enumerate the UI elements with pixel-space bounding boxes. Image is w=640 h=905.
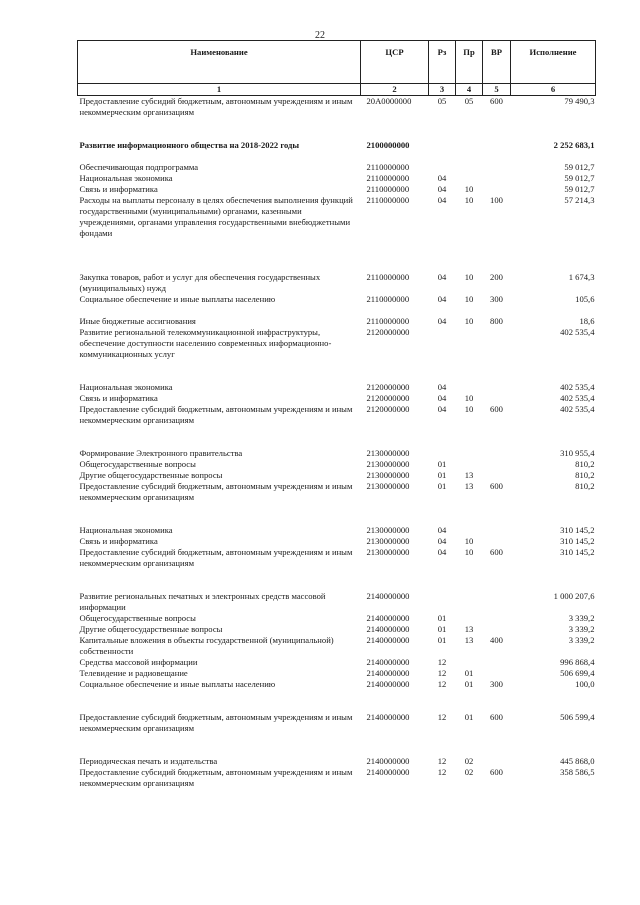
row-pr: [456, 613, 483, 624]
row-vr: 800: [490, 316, 503, 326]
row-pr: 10: [464, 272, 474, 282]
row-name: Развитие информационного общества на 2018-2022 годы: [79, 140, 300, 150]
column-number: 2: [361, 84, 429, 96]
table-row: [78, 195, 596, 239]
spacer-row: [78, 151, 596, 162]
row-csr: 2140000000: [366, 767, 410, 777]
column-number: 5: [483, 84, 511, 96]
table-row: [78, 624, 596, 635]
row-name: Предоставление субсидий бюджетным, автономным учреждениям и иным некоммерческим организациям: [79, 481, 353, 502]
row-csr: 2140000000: [366, 756, 410, 766]
table-row: [78, 316, 596, 327]
row-vr: [483, 184, 511, 195]
row-csr: 2140000000: [366, 624, 410, 634]
table-row: [78, 327, 596, 360]
row-pr: [456, 525, 483, 536]
row-csr: 2110000000: [366, 272, 410, 282]
row-name: Иные бюджетные ассигнования: [79, 316, 196, 326]
table-row: [78, 140, 596, 151]
page-number: 22: [315, 30, 325, 41]
row-csr: 2120000000: [366, 404, 410, 414]
table-row: [78, 481, 596, 503]
table-row: [78, 184, 596, 195]
row-rz: 04: [437, 195, 447, 205]
row-rz: 04: [437, 536, 447, 546]
row-csr: 2120000000: [366, 393, 410, 403]
row-csr: 2140000000: [366, 613, 410, 623]
spacer-row: [78, 118, 596, 140]
row-amount: 358 586,5: [560, 767, 595, 777]
row-vr: 600: [490, 96, 503, 106]
row-name: Обеспечивающая подпрограмма: [79, 162, 199, 172]
spacer-row: [78, 690, 596, 712]
row-rz: 01: [437, 613, 447, 623]
row-csr: 2120000000: [366, 382, 410, 392]
row-rz: 04: [437, 294, 447, 304]
row-csr: 2110000000: [366, 195, 410, 205]
row-pr: 10: [464, 393, 474, 403]
row-name: Социальное обеспечение и иные выплаты населению: [79, 294, 276, 304]
row-csr: 2140000000: [366, 712, 410, 722]
row-amount: 445 868,0: [560, 756, 595, 766]
row-vr: 600: [490, 481, 503, 491]
header-pr: Пр: [456, 41, 483, 84]
row-name: Другие общегосударственные вопросы: [79, 624, 223, 634]
row-csr: 2110000000: [366, 294, 410, 304]
row-name: Социальное обеспечение и иные выплаты населению: [79, 679, 276, 689]
row-csr: 2140000000: [366, 679, 410, 689]
row-vr: [483, 459, 511, 470]
row-vr: [483, 393, 511, 404]
table-row: [78, 657, 596, 668]
row-vr: [483, 756, 511, 767]
row-csr: 2110000000: [366, 316, 410, 326]
column-number: 4: [456, 84, 483, 96]
header-vr: ВР: [483, 41, 511, 84]
row-pr: 05: [464, 96, 474, 106]
table-row: [78, 591, 596, 613]
row-vr: [483, 327, 511, 360]
row-name: Развитие региональных печатных и электронных средств массовой информации: [79, 591, 326, 612]
row-amount: 310 145,2: [560, 536, 595, 546]
row-vr: [483, 525, 511, 536]
row-pr: 13: [464, 635, 474, 645]
row-pr: 13: [464, 470, 474, 480]
row-amount: 57 214,3: [564, 195, 595, 205]
row-rz: [429, 591, 456, 613]
spacer-row: [78, 426, 596, 448]
row-amount: 105,6: [575, 294, 595, 304]
column-number-row: [78, 84, 596, 96]
row-name: Связь и информатика: [79, 536, 158, 546]
row-pr: 10: [464, 195, 474, 205]
row-amount: 2 252 683,1: [553, 140, 595, 150]
row-amount: 402 535,4: [560, 327, 595, 337]
column-number: 3: [429, 84, 456, 96]
budget-table: [77, 40, 596, 789]
table-row: [78, 272, 596, 294]
row-amount: 59 012,7: [564, 184, 595, 194]
row-pr: 10: [464, 404, 474, 414]
row-name: Предоставление субсидий бюджетным, автономным учреждениям и иным некоммерческим организациям: [79, 767, 353, 788]
table-row: [78, 668, 596, 679]
row-vr: [483, 624, 511, 635]
row-vr: [483, 162, 511, 173]
row-pr: 10: [464, 294, 474, 304]
row-name: Национальная экономика: [79, 173, 173, 183]
row-amount: 1 674,3: [568, 272, 595, 282]
row-pr: [456, 459, 483, 470]
row-name: Национальная экономика: [79, 382, 173, 392]
row-amount: 59 012,7: [564, 173, 595, 183]
row-amount: 310 145,2: [560, 547, 595, 557]
row-name: Периодическая печать и издательства: [79, 756, 218, 766]
header-name: Наименование: [78, 41, 361, 84]
row-rz: 12: [437, 767, 447, 777]
row-vr: [483, 173, 511, 184]
row-vr: [483, 448, 511, 459]
row-vr: 600: [490, 767, 503, 777]
table-row: [78, 162, 596, 173]
column-number: 1: [78, 84, 361, 96]
table-row: [78, 635, 596, 657]
row-name: Телевидение и радиовещание: [79, 668, 188, 678]
row-vr: 300: [490, 679, 503, 689]
row-name: Капитальные вложения в объекты государственной (муниципальной) собственности: [79, 635, 334, 656]
row-name: Закупка товаров, работ и услуг для обеспечения государственных (муниципальных) нужд: [79, 272, 321, 293]
row-csr: 2130000000: [366, 525, 410, 535]
row-vr: 300: [490, 294, 503, 304]
table-row: [78, 382, 596, 393]
row-name: Другие общегосударственные вопросы: [79, 470, 223, 480]
row-amount: 1 000 207,6: [553, 591, 595, 601]
row-pr: [456, 657, 483, 668]
column-number: 6: [511, 84, 596, 96]
row-vr: 600: [490, 547, 503, 557]
table-row: [78, 173, 596, 184]
row-vr: [483, 657, 511, 668]
row-name: Связь и информатика: [79, 184, 158, 194]
table-row: [78, 393, 596, 404]
spacer-row: [78, 503, 596, 525]
row-vr: 200: [490, 272, 503, 282]
row-amount: 810,2: [575, 470, 595, 480]
row-name: Предоставление субсидий бюджетным, автономным учреждениям и иным некоммерческим организациям: [79, 404, 353, 425]
row-rz: 04: [437, 525, 447, 535]
table-row: [78, 96, 596, 119]
row-name: Общегосударственные вопросы: [79, 613, 196, 623]
row-amount: 506 599,4: [560, 712, 595, 722]
row-pr: 10: [464, 536, 474, 546]
row-rz: 05: [437, 96, 447, 106]
row-csr: 2130000000: [366, 481, 410, 491]
table-row: [78, 448, 596, 459]
row-amount: 100,0: [575, 679, 595, 689]
row-pr: [456, 162, 483, 173]
spacer-row: [78, 569, 596, 591]
row-vr: [483, 591, 511, 613]
row-amount: 402 535,4: [560, 382, 595, 392]
row-name: Формирование Электронного правительства: [79, 448, 243, 458]
row-pr: 10: [464, 184, 474, 194]
row-pr: 13: [464, 624, 474, 634]
row-csr: 2140000000: [366, 668, 410, 678]
row-vr: [483, 470, 511, 481]
row-csr: 2130000000: [366, 459, 410, 469]
row-rz: 12: [437, 668, 447, 678]
spacer-row: [78, 734, 596, 756]
row-csr: 20А0000000: [366, 96, 412, 106]
row-amount: 402 535,4: [560, 404, 595, 414]
table-row: [78, 525, 596, 536]
row-name: Предоставление субсидий бюджетным, автономным учреждениям и иным некоммерческим организациям: [79, 96, 353, 117]
row-rz: 04: [437, 316, 447, 326]
row-vr: [483, 140, 511, 151]
row-pr: 02: [464, 756, 474, 766]
row-rz: 12: [437, 657, 447, 667]
spacer-row: [78, 360, 596, 382]
row-amount: 59 012,7: [564, 162, 595, 172]
row-rz: 04: [437, 184, 447, 194]
row-csr: 2140000000: [366, 657, 410, 667]
row-name: Связь и информатика: [79, 393, 158, 403]
row-csr: 2130000000: [366, 470, 410, 480]
table-row: [78, 459, 596, 470]
header-row: [78, 41, 596, 84]
row-pr: 01: [464, 712, 474, 722]
spacer-row: [78, 305, 596, 316]
row-name: Средства массовой информации: [79, 657, 198, 667]
row-name: Предоставление субсидий бюджетным, автономным учреждениям и иным некоммерческим организациям: [79, 547, 353, 568]
table-row: [78, 767, 596, 789]
row-name: Национальная экономика: [79, 525, 173, 535]
row-csr: 2140000000: [366, 591, 410, 601]
row-amount: 310 145,2: [560, 525, 595, 535]
row-rz: 01: [437, 624, 447, 634]
row-vr: [483, 536, 511, 547]
row-rz: [429, 140, 456, 151]
row-vr: [483, 668, 511, 679]
header-csr: ЦСР: [361, 41, 429, 84]
row-pr: [456, 591, 483, 613]
row-rz: 12: [437, 756, 447, 766]
table-row: [78, 294, 596, 305]
row-name: Общегосударственные вопросы: [79, 459, 196, 469]
row-csr: 2130000000: [366, 536, 410, 546]
row-vr: [483, 613, 511, 624]
row-amount: 810,2: [575, 459, 595, 469]
row-csr: 2120000000: [366, 327, 410, 337]
row-vr: 400: [490, 635, 503, 645]
row-amount: 3 339,2: [568, 613, 595, 623]
row-csr: 2110000000: [366, 184, 410, 194]
row-rz: 04: [437, 173, 447, 183]
row-rz: 01: [437, 635, 447, 645]
row-rz: 01: [437, 470, 447, 480]
row-rz: 04: [437, 382, 447, 392]
row-csr: 2140000000: [366, 635, 410, 645]
row-rz: 04: [437, 272, 447, 282]
table-row: [78, 679, 596, 690]
row-rz: 04: [437, 547, 447, 557]
row-rz: 12: [437, 712, 447, 722]
row-amount: 18,6: [579, 316, 595, 326]
table-row: [78, 404, 596, 426]
row-pr: 13: [464, 481, 474, 491]
row-rz: 04: [437, 393, 447, 403]
row-name: Расходы на выплаты персоналу в целях обеспечения выполнения функций государственными (муниципальными) органами, казенными учреждениями, органами управления государственными внебюджетными фондами: [79, 195, 353, 238]
spacer-row: [78, 239, 596, 272]
row-csr: 2130000000: [366, 448, 410, 458]
table-row: [78, 613, 596, 624]
table-row: [78, 712, 596, 734]
row-pr: [456, 173, 483, 184]
row-amount: 402 535,4: [560, 393, 595, 403]
table-row: [78, 547, 596, 569]
row-csr: 2100000000: [366, 140, 410, 150]
header-amount: Исполнение: [511, 41, 596, 84]
row-pr: [456, 140, 483, 151]
row-amount: 3 339,2: [568, 624, 595, 634]
row-vr: 600: [490, 404, 503, 414]
row-rz: [429, 327, 456, 360]
row-pr: 01: [464, 668, 474, 678]
row-vr: [483, 382, 511, 393]
row-rz: [429, 162, 456, 173]
row-pr: 01: [464, 679, 474, 689]
row-amount: 996 868,4: [560, 657, 595, 667]
row-pr: [456, 448, 483, 459]
row-pr: 10: [464, 547, 474, 557]
row-rz: [429, 448, 456, 459]
row-name: Развитие региональной телекоммуникационной инфраструктуры, обеспечение доступности населению современных информационно-коммуникационных услуг: [79, 327, 332, 359]
row-amount: 810,2: [575, 481, 595, 491]
row-csr: 2110000000: [366, 162, 410, 172]
row-csr: 2110000000: [366, 173, 410, 183]
row-amount: 3 339,2: [568, 635, 595, 645]
row-vr: 100: [490, 195, 503, 205]
row-rz: 04: [437, 404, 447, 414]
table-row: [78, 470, 596, 481]
row-amount: 506 699,4: [560, 668, 595, 678]
row-vr: 600: [490, 712, 503, 722]
row-csr: 2130000000: [366, 547, 410, 557]
row-amount: 79 490,3: [564, 96, 595, 106]
row-rz: 12: [437, 679, 447, 689]
row-pr: [456, 327, 483, 360]
row-pr: [456, 382, 483, 393]
row-rz: 01: [437, 459, 447, 469]
table-row: [78, 756, 596, 767]
row-pr: 10: [464, 316, 474, 326]
row-rz: 01: [437, 481, 447, 491]
row-pr: 02: [464, 767, 474, 777]
row-amount: 310 955,4: [560, 448, 595, 458]
header-rz: Рз: [429, 41, 456, 84]
table-row: [78, 536, 596, 547]
row-name: Предоставление субсидий бюджетным, автономным учреждениям и иным некоммерческим организациям: [79, 712, 353, 733]
